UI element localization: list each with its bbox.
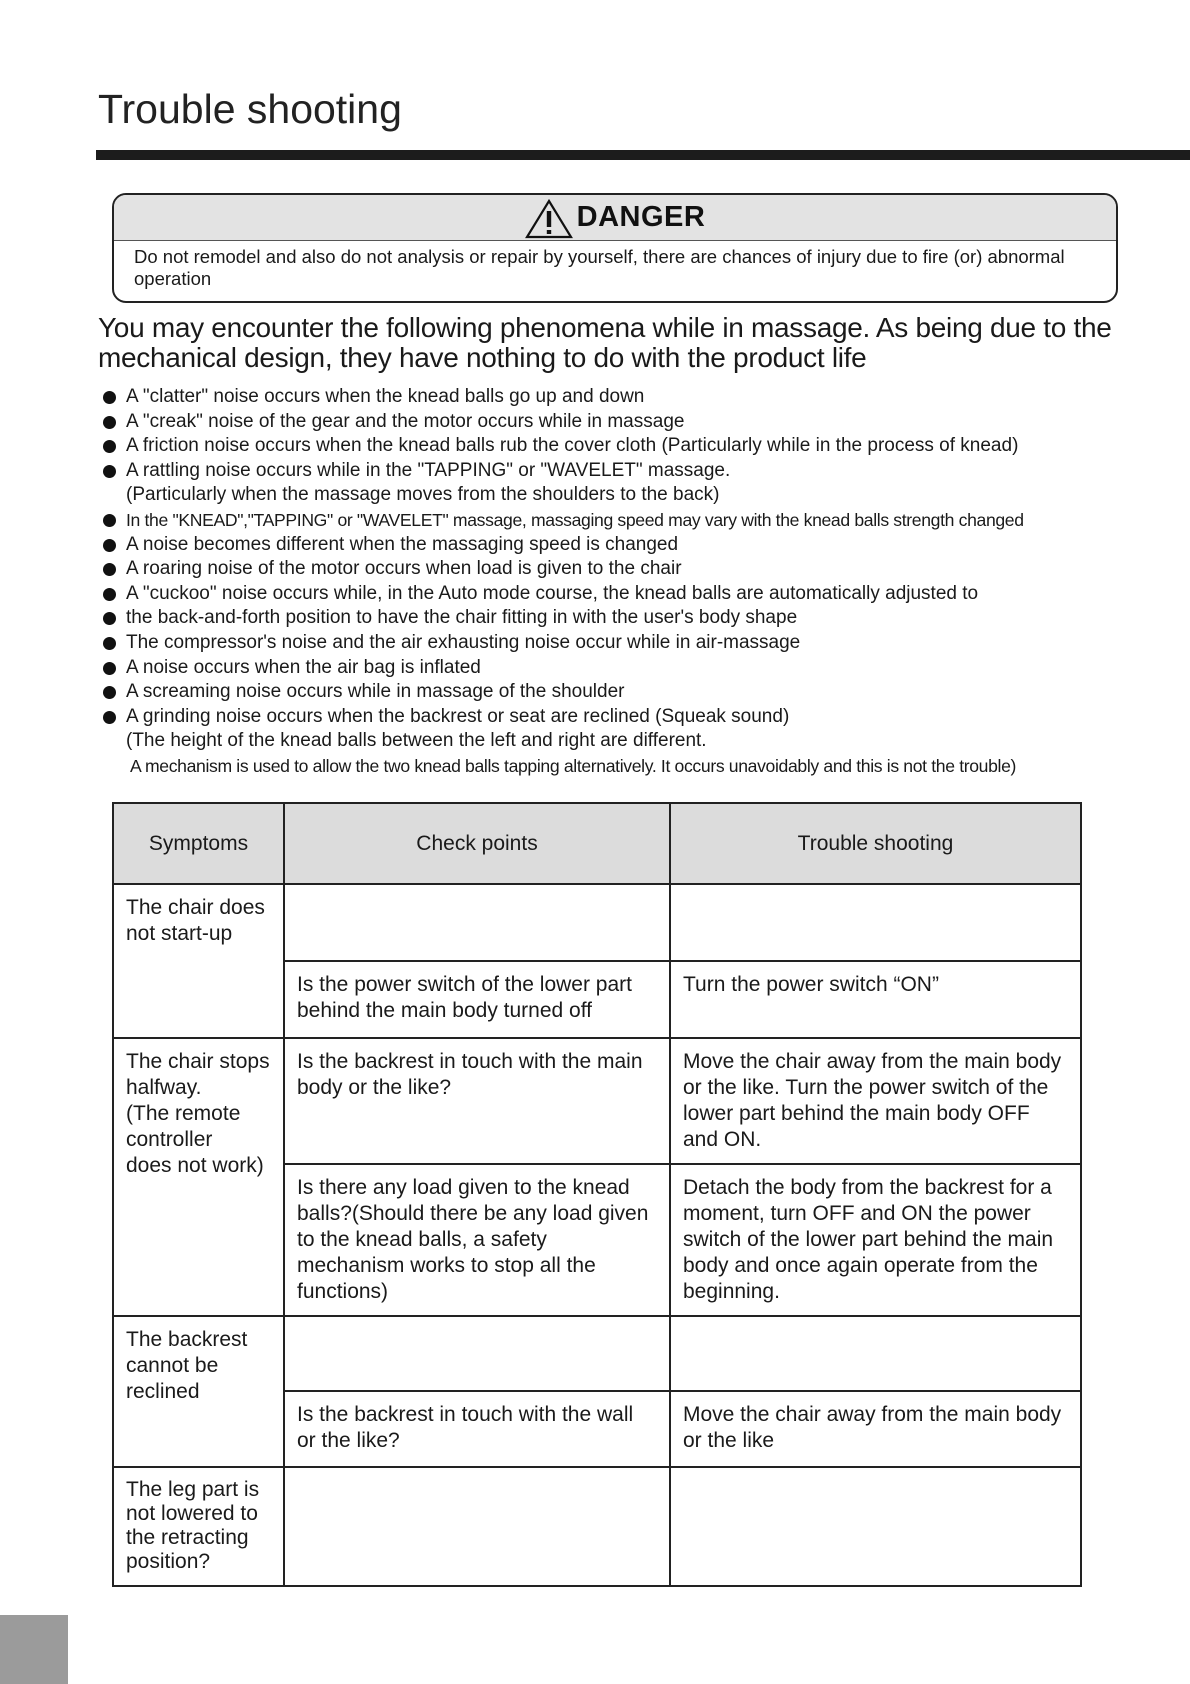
list-item [100,680,1180,705]
list-item [100,582,1180,607]
bullet-icon [103,686,116,699]
fix-cell: Detach the body from the backrest for a moment, turn OFF and ON the power switch of the lower part behind the main body and once again operate from the beginning. [670,1164,1081,1316]
list-item-text: the back-and-forth position to have the chair fitting in with the user's body shape [126,607,798,629]
list-item [100,410,1180,435]
check-cell: Is there any load given to the knead balls?(Should there be any load given to the knead balls, a safety mechanism works to stop all the functions) [284,1164,670,1316]
check-cell: Is the backrest in touch with the wall or the like? [284,1391,670,1467]
list-item-text: A friction noise occurs when the knead balls rub the cover cloth (Particularly while in the process of knead) [126,435,1019,457]
list-item [100,508,1180,533]
bullet-icon [103,465,116,478]
list-item [100,656,1180,681]
list-item [100,434,1180,459]
fix-cell [670,884,1081,961]
bullet-icon [103,563,116,576]
symptom-cell: The backrest cannot be reclined [113,1316,284,1467]
table-row [113,1038,1081,1164]
symptom-cell: The leg part is not lowered to the retracting position? [113,1467,284,1586]
symptom-cell: The chair does not start-up [113,884,284,1038]
list-item-text: A roaring noise of the motor occurs when load is given to the chair [126,558,682,580]
fix-cell: Move the chair away from the main body or the like. Turn the power switch of the lower part behind the main body OFF and ON. [670,1038,1081,1164]
page-corner-tab [0,1615,68,1684]
intro-paragraph: You may encounter the following phenomena while in massage. As being due to the mechanical design, they have nothing to do with the product life [98,312,1112,373]
list-item [100,459,1180,484]
page-title: Trouble shooting [98,86,402,132]
list-item [100,705,1180,730]
bullet-icon [103,416,116,429]
list-item-text: (The height of the knead balls between the left and right are different. [126,730,707,752]
table-header-row [113,803,1081,884]
list-item-text: A "creak" noise of the gear and the motor occurs while in massage [126,410,685,432]
bullet-icon [103,514,116,527]
danger-notice [112,193,1118,303]
table-row [113,1467,1081,1586]
list-item-text: A rattling noise occurs while in the "TAPPING" or "WAVELET" massage. [126,459,731,481]
bullet-icon [103,711,116,724]
danger-label: DANGER [576,201,706,233]
column-header-trouble-shooting: Trouble shooting [670,803,1081,884]
list-item-text: A screaming noise occurs while in massage of the shoulder [126,681,625,703]
list-item [100,385,1180,410]
list-item [100,557,1180,582]
bullet-icon [103,440,116,453]
title-divider [96,150,1190,160]
warning-triangle-icon [525,199,573,239]
column-header-symptoms: Symptoms [113,803,284,884]
table-row [113,1316,1081,1391]
list-item-text: The compressor's noise and the air exhausting noise occur while in air-massage [126,631,801,653]
bullet-icon [103,539,116,552]
fix-cell: Turn the power switch “ON” [670,961,1081,1038]
list-item-text: A mechanism is used to allow the two knead balls tapping alternatively. It occurs unavoidably and this is not the trouble) [130,755,1017,776]
fix-cell: Move the chair away from the main body or the like [670,1391,1081,1467]
danger-text: Do not remodel and also do not analysis or repair by yourself, there are chances of injury due to fire (or) abnormal operation [134,246,1065,289]
check-cell: Is the backrest in touch with the main body or the like? [284,1038,670,1164]
bullet-icon [103,637,116,650]
list-item-text: A "clatter" noise occurs when the knead balls go up and down [126,386,645,407]
column-header-check-points: Check points [284,803,670,884]
list-item [100,631,1180,656]
troubleshooting-table [112,802,1082,1587]
symptom-cell: The chair stops halfway. (The remote controller does not work) [113,1038,284,1316]
check-cell [284,1467,670,1586]
bullet-icon [103,662,116,675]
bullet-icon [103,612,116,625]
fix-cell [670,1316,1081,1391]
check-cell: Is the power switch of the lower part behind the main body turned off [284,961,670,1038]
phenomena-list [100,385,1180,779]
list-item-text: (Particularly when the massage moves from the shoulders to the back) [126,484,720,506]
list-item-text: A "cuckoo" noise occurs while, in the Auto mode course, the knead balls are automatically adjusted to [126,582,979,604]
table-row [113,884,1081,961]
list-item [100,533,1180,558]
bullet-icon [103,588,116,601]
list-item [100,729,1180,754]
list-item [100,606,1180,631]
list-item-text: A noise occurs when the air bag is inflated [126,656,481,678]
list-item-text: A noise becomes different when the massaging speed is changed [126,533,679,555]
bullet-icon [103,391,116,404]
list-item-text: In the "KNEAD","TAPPING" or "WAVELET" massage, massaging speed may vary with the knead balls strength changed [126,509,1024,530]
list-item [100,483,1180,508]
check-cell [284,1316,670,1391]
list-item [100,754,1180,779]
danger-header [114,195,1116,241]
fix-cell [670,1467,1081,1586]
check-cell [284,884,670,961]
list-item-text: A grinding noise occurs when the backrest or seat are reclined (Squeak sound) [126,705,790,727]
